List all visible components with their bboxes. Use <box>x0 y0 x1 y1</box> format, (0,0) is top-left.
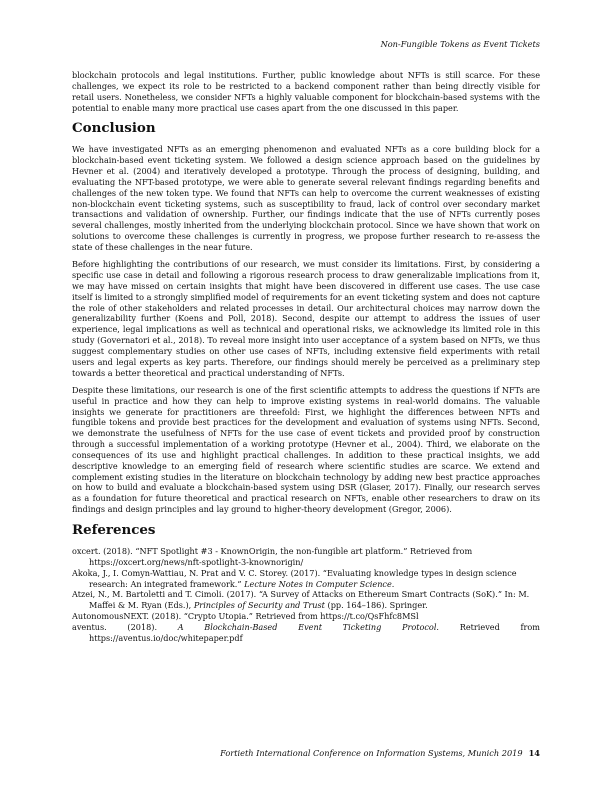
footer-conference: Fortieth International Conference on Information Systems, Munich 2019 <box>220 748 523 758</box>
reference-item: Akoka, J., I. Comyn-Wattiau, N. Prat and V. C. Storey. (2017). “Evaluating knowledge types in design science research: An integrated framework.” Lecture Notes in Computer Science. <box>72 567 517 589</box>
reference-item: AutonomousNEXT. (2018). “Crypto Utopia.” Retrieved from https://t.co/QsFhfc8MSl <box>72 611 419 622</box>
reference-item: oxcert. (2018). “NFT Spotlight #3 - KnownOrigin, the non-fungible art platform.” Retrieved from https://oxcert.org/news/nft-spotlight-3-knownorigin/ <box>72 546 473 567</box>
conclusion-paragraph-1: We have investigated NFTs as an emerging phenomenon and evaluated NFTs as a core building block for a blockchain-based event ticketing system. We followed a design science approach based on the guidelines by Hevner et al. (2004) and iteratively developed a prototype. Through the process of designing, building, and evaluating the NFT-based prototype, we were able to generate several relevant findings regarding benefits and challenges of the new token type. We found that NFTs can help to overcome the current weaknesses of existing non-blockchain event ticketing systems, such as susceptibility to fraud, lack of control over secondary market transactions and validation of ownership. Further, our findings indicate that the use of NFTs currently poses several challenges, mostly inherited from the underlying blockchain protocol. Since we have shown that work on solutions to overcome these challenges is currently in progress, we propose further research to re-assess the state of these challenges in the near future. <box>72 144 540 252</box>
page-footer <box>220 748 540 758</box>
reference-item: Atzei, N., M. Bartoletti and T. Cimoli. (2017). “A Survey of Attacks on Ethereum Smart Contracts (SoK).” In: M. Maffei & M. Ryan (Eds.), Principles of Security and Trust (pp. 164–186). Springer. <box>72 589 530 611</box>
page-number: 14 <box>528 748 540 758</box>
reference-item: aventus. (2018). A Blockchain-Based Event Ticketing Protocol. Retrieved from https://aventus.io/doc/whitepaper.pdf <box>72 621 540 643</box>
conclusion-paragraph-2: Before highlighting the contributions of our research, we must consider its limitations. First, by considering a specific use case in detail and following a rigorous research process to draw generalizable implications from it, we may have missed on certain insights that might have been discovered in different use cases. The use case itself is limited to a strongly simplified model of requirements for an event ticketing system and does not capture the role of other stakeholders and related processes in detail. Our architectural choices may narrow down the generalizability further (Koens and Poll, 2018). Second, despite our attempt to address the issues of user experience, legal implications as well as technical and operational risks, we acknowledge its limited role in this study (Governatori et al., 2018). To reveal more insight into user acceptance of a system based on NFTs, we thus suggest complementary studies on other use cases of NFTs, including extensive field experiments with retail users and legal experts as key parts. Therefore, our findings should merely be perceived as a preliminary step towards a better theoretical and practical understanding of NFTs. <box>72 259 540 378</box>
page-content <box>72 70 540 644</box>
references-heading: References <box>72 522 156 538</box>
intro-paragraph: blockchain protocols and legal institutions. Further, public knowledge about NFTs is still scarce. For these challenges, we expect its role to be restricted to a backend component rather than being directly visible for retail users. Nonetheless, we consider NFTs a highly valuable component for blockchain-based systems with the potential to enable many more practical use cases apart from the one discussed in this paper. <box>72 70 540 113</box>
conclusion-paragraph-3: Despite these limitations, our research is one of the first scientific attempts to address the questions if NFTs are useful in practice and how they can help to improve existing systems in real-world domains. The valuable insights we generate for practitioners are threefold: First, we highlight the differences between NFTs and fungible tokens and provide best practices for the development and evaluation of systems using NFTs. Second, we demonstrate the usefulness of NFTs for the use case of event tickets and provided proof by construction through a successful implementation of a working prototype (Hevner et al., 2004). Third, we elaborate on the consequences of its use and highlight practical challenges. In addition to these practical insights, we add descriptive knowledge to an emerging field of research where scientific studies are scarce. We extend and complement existing studies in the literature on blockchain technology by adding new best practice approaches on how to build and evaluate a blockchain-based system using DSR (Glaser, 2017). Finally, our research serves as a foundation for future theoretical and practical research on NFTs, enable other researchers to draw on its findings and design principles and lay ground to higher-theory development (Gregor, 2006). <box>72 384 540 515</box>
conclusion-heading: Conclusion <box>72 120 156 137</box>
running-head: Non-Fungible Tokens as Event Tickets <box>380 39 540 49</box>
reference-list <box>72 546 540 644</box>
